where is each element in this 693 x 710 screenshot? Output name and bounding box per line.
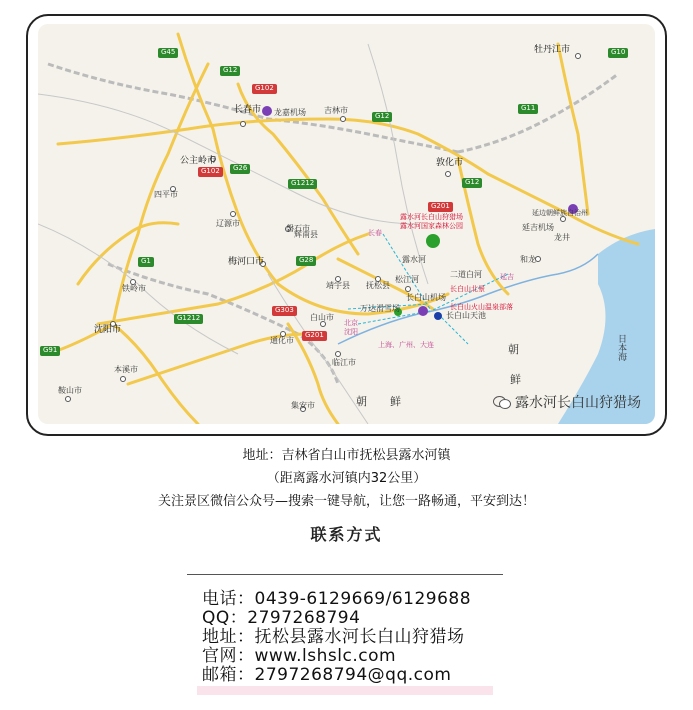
divider (187, 574, 503, 575)
city-label: 白山市 (310, 313, 334, 322)
city-label: 四平市 (154, 190, 178, 199)
region-label: 鲜 (390, 395, 401, 408)
city-label: 临江市 (332, 358, 356, 367)
region-label: 鲜 (510, 373, 521, 386)
highway-shield: G12 (462, 178, 482, 188)
city-label: 辉南县 (294, 230, 318, 239)
border-river (338, 254, 598, 344)
city-label: 沈阳市 (94, 325, 122, 335)
airport-label: 龙嘉机场 (274, 108, 306, 117)
route-map[interactable] (38, 24, 655, 424)
city-label: 鞍山市 (58, 386, 82, 395)
city-label: 二道白河 (450, 270, 482, 279)
highway-shield: G1 (138, 257, 154, 267)
city-label: 和龙 (520, 255, 536, 264)
highway-shield: G102 (252, 84, 277, 94)
resort-label: 长白山天池 (446, 311, 486, 320)
resort-label: 露水河长白山狩猎场 (400, 213, 463, 221)
city-label: 敦化市 (436, 158, 464, 168)
highway-shield: G1212 (174, 314, 203, 324)
route-label: 沈阳 (344, 328, 358, 336)
city-label: 抚松县 (366, 281, 390, 290)
city-label: 靖宇县 (326, 281, 350, 290)
city-label: 铁岭市 (122, 284, 146, 293)
city-label: 松江河 (395, 275, 419, 284)
highway-shield: G11 (518, 104, 538, 114)
decorative-bar (197, 686, 493, 695)
highway-shield: G201 (428, 202, 453, 212)
scenic-label: 长白山北景 (450, 285, 485, 293)
region-label: 朝 (356, 395, 367, 408)
city-label: 延边朝鲜族自治州 (532, 209, 588, 217)
highway-shield: G1212 (288, 179, 317, 189)
resort-location-marker[interactable] (426, 234, 440, 248)
email-link[interactable]: 邮箱：2797268794@qq.com (202, 665, 452, 685)
address-line: 地址：吉林省白山市抚松县露水河镇 (242, 448, 451, 463)
contact-title: 联系方式 (310, 525, 383, 544)
city-label: 集安市 (291, 401, 315, 410)
address-line-contact: 地址：抚松县露水河长白山狩猎场 (202, 627, 465, 647)
region-label: 朝 (508, 343, 519, 356)
highway-shield: G10 (608, 48, 628, 58)
scenic-label: 长白山火山温泉部落 (450, 303, 513, 311)
highway-shield: G91 (40, 346, 60, 356)
route-label: 延吉 (500, 273, 514, 281)
map-frame (26, 14, 667, 436)
airport-label: 延吉机场 (522, 223, 554, 232)
route-label: 上海、广州、大连 (378, 341, 434, 349)
distance-note: （距离露水河镇内32公里） (266, 471, 427, 486)
highway-shield: G102 (198, 167, 223, 177)
watermark (493, 392, 641, 412)
follow-note: 关注景区微信公众号—搜索一键导航，让您一路畅通，平安到达！ (157, 494, 535, 509)
city-label: 磐石市 (286, 224, 310, 233)
city-label: 梅河口市 (228, 257, 265, 267)
qq-line[interactable]: QQ：2797268794 (202, 608, 361, 628)
city-label: 吉林市 (324, 106, 348, 115)
highway-shield: G45 (158, 48, 178, 58)
phone-line[interactable]: 电话：0439-6129669/6129688 (202, 589, 472, 609)
wechat-icon (493, 395, 511, 409)
website-link[interactable]: 官网：www.lshslc.com (202, 646, 397, 666)
highway-shield: G12 (220, 66, 240, 76)
route-label: 长春 (368, 229, 382, 237)
sea-label: 日本海 (616, 334, 626, 361)
city-label: 公主岭市 (180, 156, 217, 166)
highway-shield: G26 (230, 164, 250, 174)
city-label: 本溪市 (114, 365, 138, 374)
city-label: 牡丹江市 (534, 45, 571, 55)
changbaishan-airport-marker (418, 306, 428, 316)
city-label: 龙井 (554, 233, 570, 242)
city-label: 辽源市 (216, 219, 240, 228)
resort-label: 露水河国家森林公园 (400, 222, 463, 230)
highway-shield: G28 (296, 256, 316, 266)
highway-shield: G201 (302, 331, 327, 341)
longjia-airport-marker (262, 106, 272, 116)
route-label: 北京 (344, 319, 358, 327)
highway-shield: G303 (272, 306, 297, 316)
city-label: 长春市 (234, 105, 262, 115)
watermark-text: 露水河长白山狩猎场 (515, 395, 641, 411)
city-label: 露水河 (402, 255, 426, 264)
tianchi-marker (434, 312, 442, 320)
highway-shield: G12 (372, 112, 392, 122)
city-label: 通化市 (270, 336, 294, 345)
resort-label: 万达滑雪场 (360, 304, 400, 313)
airport-label: 长白山机场 (406, 293, 446, 302)
